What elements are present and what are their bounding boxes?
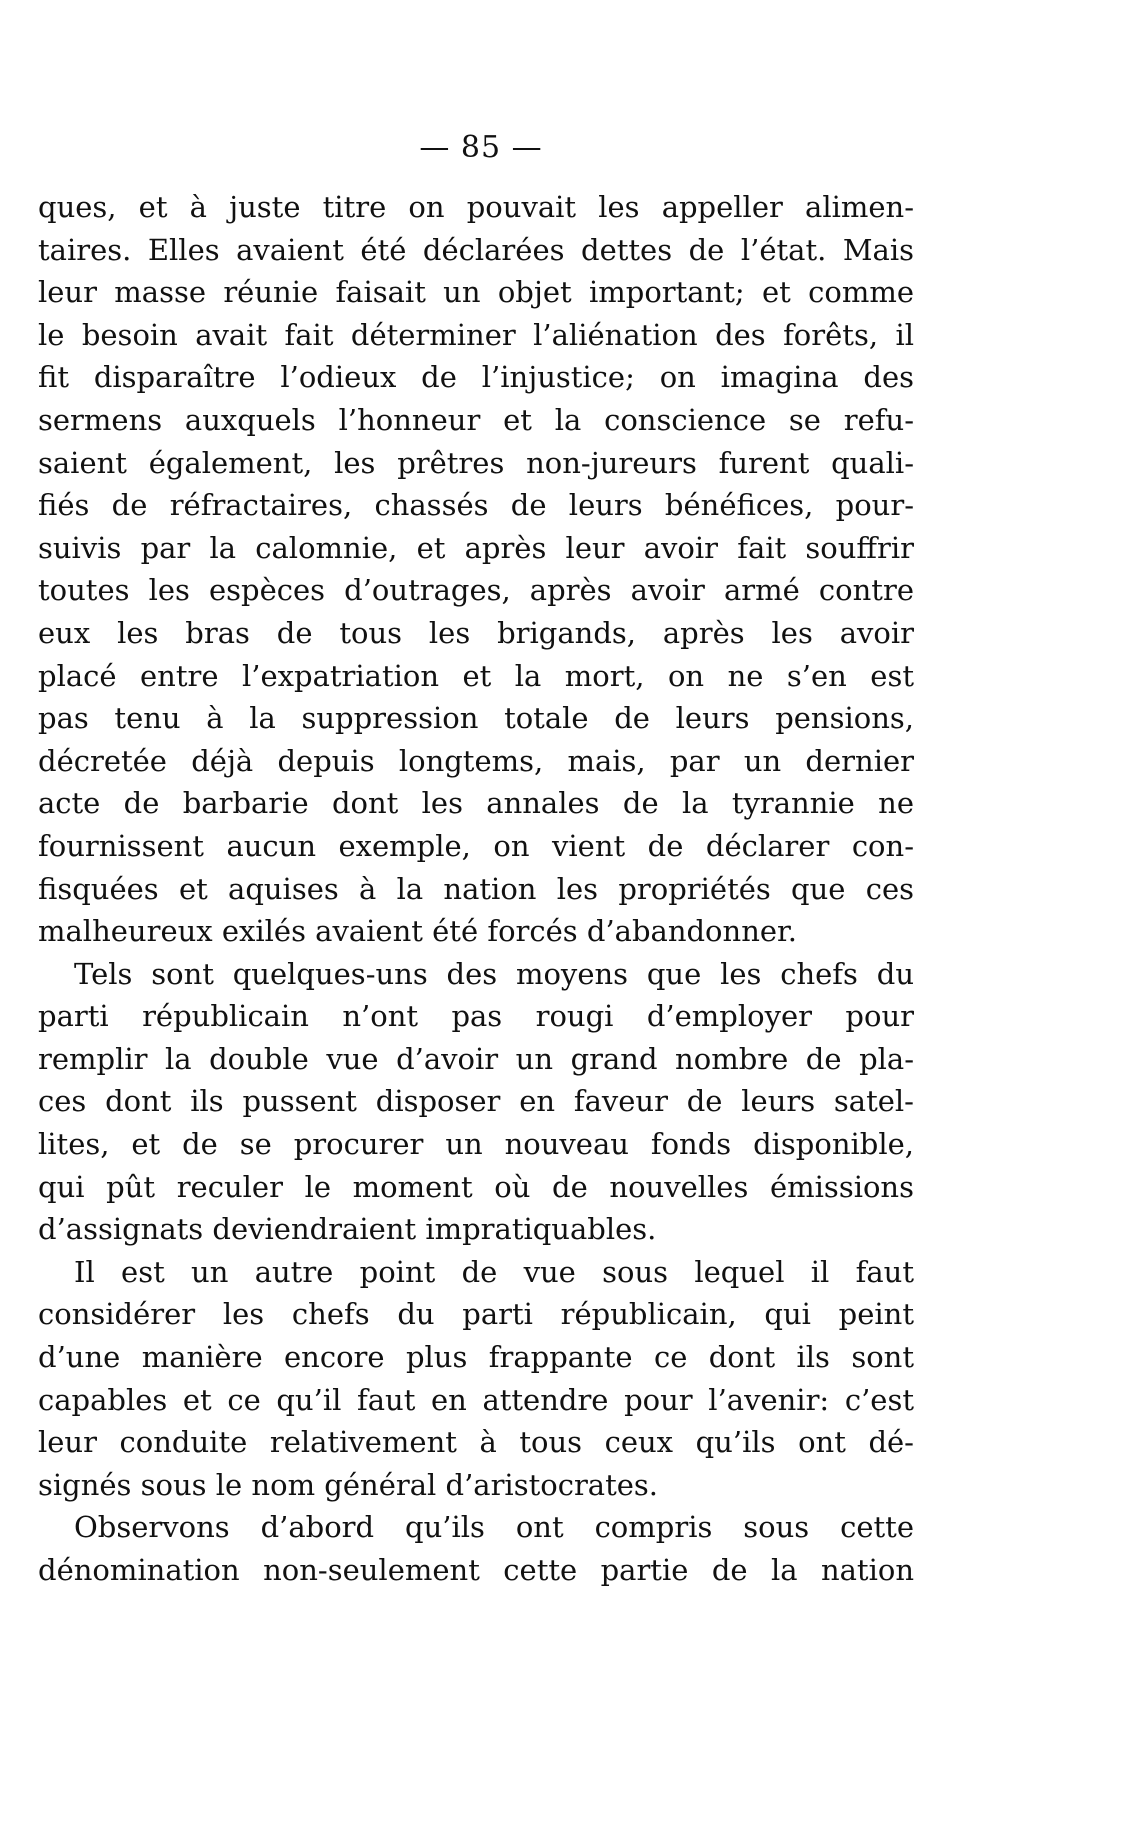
text-line: lites, et de se procurer un nouveau fonds disponible, <box>38 1127 914 1162</box>
text-line: signés sous le nom général d’aristocrates. <box>38 1467 659 1502</box>
text-line: d’assignats deviendraient impratiquables. <box>38 1212 657 1247</box>
text-line: remplir la double vue d’avoir un grand nombre de pla- <box>38 1041 914 1076</box>
text-line: le besoin avait fait déterminer l’aliénation des forêts, il <box>38 317 914 352</box>
text-line: fiés de réfractaires, chassés de leurs bénéfices, pour- <box>38 488 914 523</box>
text-line: toutes les espèces d’outrages, après avoir armé contre <box>38 573 914 608</box>
text-line: dénomination non-seulement cette partie de la nation <box>38 1553 914 1587</box>
text-line: sermens auxquels l’honneur et la conscience se refu- <box>38 402 914 437</box>
text-line: acte de barbarie dont les annales de la tyrannie ne <box>38 786 914 821</box>
body-text <box>38 186 914 1592</box>
text-line: ces dont ils pussent disposer en faveur de leurs satel- <box>38 1084 914 1119</box>
text-line: saient également, les prêtres non-jureurs furent quali- <box>38 445 914 480</box>
text-line: qui pût reculer le moment où de nouvelles émissions <box>38 1169 914 1204</box>
text-line: Observons d’abord qu’ils ont compris sous cette <box>74 1510 914 1545</box>
text-line: leur conduite relativement à tous ceux qu’ils ont dé- <box>38 1425 914 1460</box>
text-line: malheureux exilés avaient été forcés d’abandonner. <box>38 914 797 949</box>
text-line: ques, et à juste titre on pouvait les appeller alimen- <box>38 190 914 224</box>
text-line: fit disparaître l’odieux de l’injustice; on imagina des <box>38 360 914 395</box>
text-line: Tels sont quelques-uns des moyens que les chefs du <box>74 956 914 991</box>
text-line: pas tenu à la suppression totale de leurs pensions, <box>38 701 914 736</box>
text-line: fisquées et aquises à la nation les propriétés que ces <box>38 871 914 906</box>
text-line: taires. Elles avaient été déclarées dettes de l’état. Mais <box>38 232 914 267</box>
text-line: parti républicain n’ont pas rougi d’employer pour <box>38 999 914 1034</box>
text-line: considérer les chefs du parti républicain, qui peint <box>38 1297 914 1332</box>
text-line: capables et ce qu’il faut en attendre pour l’avenir: c’est <box>38 1382 914 1417</box>
text-line: eux les bras de tous les brigands, après les avoir <box>38 615 914 650</box>
text-line: Il est un autre point de vue sous lequel il faut <box>74 1254 914 1289</box>
text-line: placé entre l’expatriation et la mort, on ne s’en est <box>38 658 914 693</box>
text-line: fournissent aucun exemple, on vient de déclarer con- <box>38 828 914 863</box>
text-line: leur masse réunie faisait un objet important; et comme <box>38 275 914 310</box>
text-line: suivis par la calomnie, et après leur avoir fait souffrir <box>38 530 914 565</box>
page-number: — 85 — <box>419 130 543 165</box>
text-line: décretée déjà depuis longtems, mais, par un dernier <box>38 743 914 778</box>
text-line: d’une manière encore plus frappante ce dont ils sont <box>38 1340 914 1375</box>
